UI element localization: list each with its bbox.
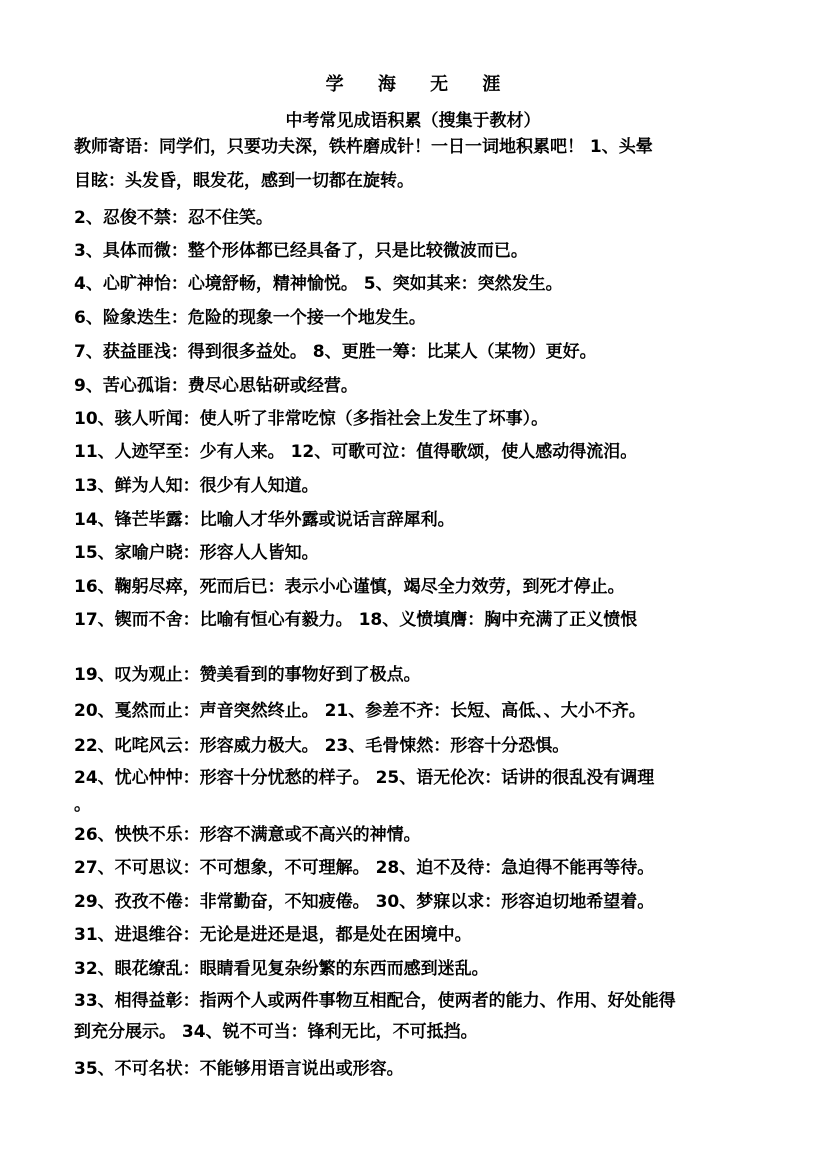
text-line: 20、戛然而止：声音突然终止。 21、参差不齐：长短、高低、、大小不齐。 (74, 701, 646, 721)
text-line: 35、不可名状：不能够用语言说出或形容。 (74, 1059, 404, 1079)
text-line: 15、家喻户晓：形容人人皆知。 (74, 543, 319, 563)
text-line: 教师寄语：同学们，只要功夫深，铁杵磨成针！一日一词地积累吧！ 1、头晕 (74, 137, 653, 157)
text-line: 24、忧心忡忡：形容十分忧愁的样子。 25、语无伦次：话讲的很乱没有调理 (74, 768, 655, 788)
text-line: 13、鲜为人知：很少有人知道。 (74, 476, 319, 496)
text-line: 9、苦心孤诣：费尽心思钻研或经营。 (74, 376, 358, 396)
text-line: 17、锲而不舍：比喻有恒心有毅力。 18、义愤填膺：胸中充满了正义愤恨 (74, 610, 638, 630)
page-subtitle: 中考常见成语积累（搜集于教材） (285, 111, 541, 131)
text-line: 26、怏怏不乐：形容不满意或不高兴的神情。 (74, 825, 421, 845)
text-line: 27、不可思议：不可想象，不可理解。 28、迫不及待：急迫得不能再等待。 (74, 858, 655, 878)
text-line: 31、进退维谷：无论是进还是退，都是处在困境中。 (74, 925, 472, 945)
text-line: 22、叱咤风云：形容威力极大。 23、毛骨悚然：形容十分恐惧。 (74, 736, 570, 756)
text-line: 2、忍俊不禁：忍不住笑。 (74, 208, 273, 228)
text-line: 32、眼花缭乱：眼睛看见复杂纷繁的东西而感到迷乱。 (74, 959, 489, 979)
text-line: 7、获益匪浅：得到很多益处。 8、更胜一筹：比某人（某物）更好。 (74, 342, 597, 362)
text-line: 3、具体而微：整个形体都已经具备了，只是比较微波而已。 (74, 241, 528, 261)
text-line: 4、心旷神怡：心境舒畅，精神愉悦。 5、突如其来：突然发生。 (74, 274, 563, 294)
text-line: 目眩：头发昏，眼发花，感到一切都在旋转。 (74, 171, 414, 191)
page-title: 学 海 无 涯 (325, 74, 515, 95)
text-line: 19、叹为观止：赞美看到的事物好到了极点。 (74, 665, 421, 685)
text-line: 29、孜孜不倦：非常勤奋，不知疲倦。 30、梦寐以求：形容迫切地希望着。 (74, 892, 655, 912)
text-line: 16、鞠躬尽瘁，死而后已：表示小心谨慎，竭尽全力效劳，到死才停止。 (74, 577, 625, 597)
text-line: 33、相得益彰：指两个人或两件事物互相配合，使两者的能力、作用、好处能得 (74, 991, 676, 1011)
text-line: 11、人迹罕至：少有人来。 12、可歌可泣：值得歌颂，使人感动得流泪。 (74, 442, 638, 462)
text-line: 。 (74, 795, 91, 815)
text-line: 6、险象迭生：危险的现象一个接一个地发生。 (74, 308, 426, 328)
text-line: 10、骇人听闻：使人听了非常吃惊（多指社会上发生了坏事）。 (74, 409, 549, 429)
text-line: 到充分展示。 34、锐不可当：锋利无比，不可抵挡。 (74, 1022, 478, 1042)
text-line: 14、锋芒毕露：比喻人才华外露或说话言辞犀利。 (74, 510, 455, 530)
